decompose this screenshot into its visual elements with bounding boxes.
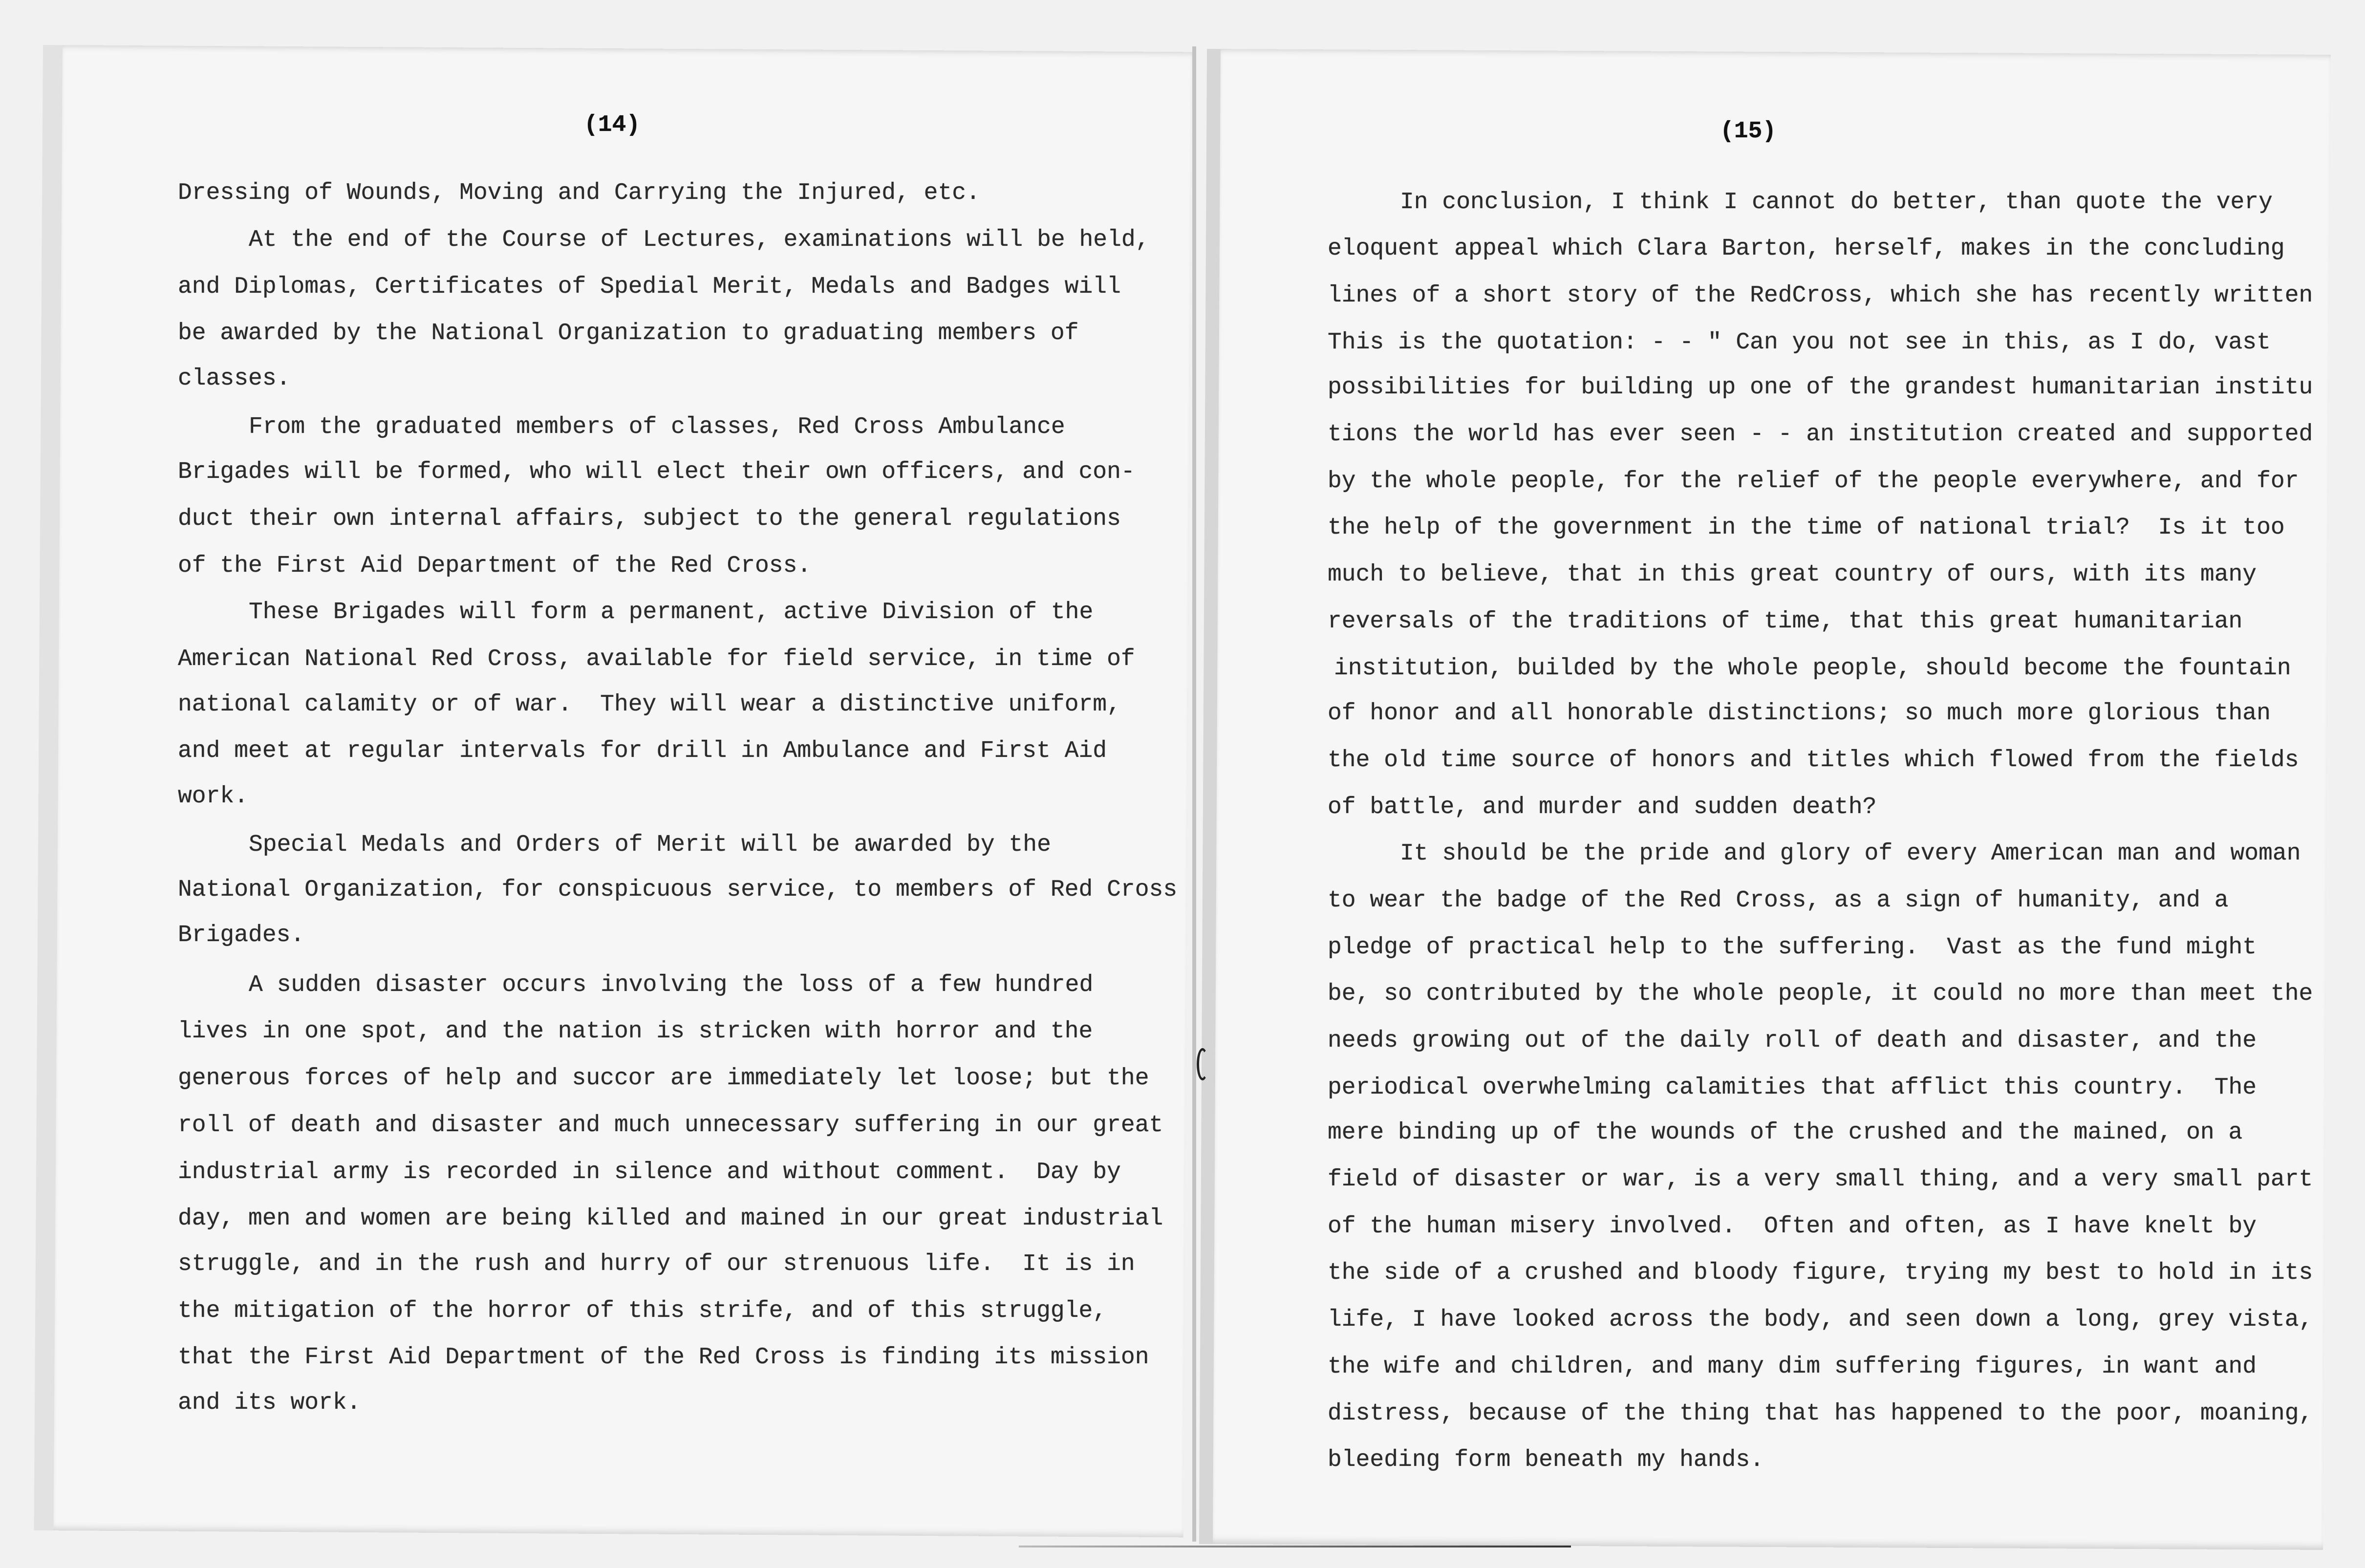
text-line: bleeding form beneath my hands.: [1328, 1447, 1764, 1473]
text-line: needs growing out of the daily roll of death and disaster, and the: [1328, 1028, 2257, 1054]
text-line: life, I have looked across the body, and seen down a long, grey vista,: [1328, 1307, 2313, 1333]
text-line: of the human misery involved. Often and often, as I have knelt by: [1328, 1213, 2257, 1240]
text-line: much to believe, that in this great country of ours, with its many: [1328, 561, 2257, 588]
text-line: of the First Aid Department of the Red Cross.: [178, 553, 812, 579]
text-line: Brigades.: [178, 922, 305, 948]
text-line: periodical overwhelming calamities that afflict this country. The: [1328, 1074, 2257, 1101]
text-line: pledge of practical help to the suffering. Vast as the fund might: [1328, 934, 2257, 961]
text-line: reversals of the traditions of time, that this great humanitarian: [1328, 608, 2243, 635]
text-line: by the whole people, for the relief of the people everywhere, and for: [1328, 468, 2299, 494]
text-line: the side of a crushed and bloody figure, trying my best to hold in its: [1328, 1260, 2313, 1286]
text-line: In conclusion, I think I cannot do better, than quote the very: [1400, 189, 2273, 215]
text-line: the wife and children, and many dim suffering figures, in want and: [1328, 1353, 2257, 1380]
text-line: and meet at regular intervals for drill in Ambulance and First Aid: [178, 738, 1107, 764]
page-gutter: [1192, 46, 1196, 1542]
text-line: This is the quotation: - - " Can you not see in this, as I do, vast: [1328, 329, 2271, 356]
text-line: and its work.: [178, 1390, 361, 1416]
text-line: duct their own internal affairs, subject to the general regulations: [178, 506, 1121, 532]
text-line: mere binding up of the wounds of the crushed and the mained, on a: [1328, 1119, 2243, 1146]
text-line: National Organization, for conspicuous service, to members of Red Cross: [178, 877, 1178, 903]
text-line: struggle, and in the rush and hurry of our strenuous life. It is in: [178, 1251, 1135, 1277]
text-line: that the First Aid Department of the Red Cross is finding its mission: [178, 1344, 1149, 1371]
text-line: lines of a short story of the RedCross, which she has recently written: [1328, 282, 2313, 309]
text-line: tions the world has ever seen - - an institution created and supported: [1328, 421, 2313, 448]
text-line: classes.: [178, 365, 291, 392]
text-line: Dressing of Wounds, Moving and Carrying the Injured, etc.: [178, 180, 980, 206]
text-line: generous forces of help and succor are immediately let loose; but the: [178, 1065, 1149, 1092]
text-line: be awarded by the National Organization to graduating members of: [178, 320, 1079, 346]
text-line: national calamity or of war. They will wear a distinctive uniform,: [178, 691, 1121, 718]
text-line: A sudden disaster occurs involving the loss of a few hundred: [249, 972, 1094, 998]
page-number-15: (15): [1720, 118, 1777, 145]
text-line: industrial army is recorded in silence and without comment. Day by: [178, 1159, 1121, 1185]
text-line: day, men and women are being killed and mained in our great industrial: [178, 1205, 1163, 1232]
text-line: possibilities for building up one of the grandest humanitarian institu: [1328, 374, 2313, 401]
text-line: field of disaster or war, is a very small thing, and a very small part: [1328, 1166, 2313, 1193]
text-line: to wear the badge of the Red Cross, as a sign of humanity, and a: [1328, 887, 2229, 914]
text-line: From the graduated members of classes, Red Cross Ambulance: [249, 414, 1065, 440]
scan-edge-mark: [1019, 1546, 1571, 1547]
text-line: eloquent appeal which Clara Barton, herself, makes in the concluding: [1328, 236, 2285, 262]
text-line: At the end of the Course of Lectures, examinations will be held,: [249, 227, 1150, 253]
text-line: distress, because of the thing that has happened to the poor, moaning,: [1328, 1400, 2313, 1427]
text-line: American National Red Cross, available for field service, in time of: [178, 646, 1135, 672]
text-line: lives in one spot, and the nation is stricken with horror and the: [178, 1018, 1093, 1045]
text-line: the old time source of honors and titles which flowed from the fields: [1328, 747, 2299, 773]
text-line: of honor and all honorable distinctions; so much more glorious than: [1328, 700, 2271, 727]
text-line: roll of death and disaster and much unnecessary suffering in our great: [178, 1112, 1163, 1138]
text-line: institution, builded by the whole people, should become the fountain: [1334, 655, 2291, 682]
text-line: of battle, and murder and sudden death?: [1328, 794, 1877, 820]
text-line: the mitigation of the horror of this strife, and of this struggle,: [178, 1298, 1107, 1324]
text-line: work.: [178, 783, 249, 810]
text-line: and Diplomas, Certificates of Spedial Merit, Medals and Badges will: [178, 274, 1121, 300]
text-line: Special Medals and Orders of Merit will be awarded by the: [249, 832, 1051, 858]
text-line: These Brigades will form a permanent, active Division of the: [249, 599, 1094, 625]
text-line: the help of the government in the time of national trial? Is it too: [1328, 515, 2285, 541]
page-number-14: (14): [584, 112, 641, 138]
text-line: Brigades will be formed, who will elect their own officers, and con-: [178, 459, 1135, 485]
binder-ring-mark: [1197, 1048, 1208, 1080]
text-line: It should be the pride and glory of every American man and woman: [1400, 840, 2301, 867]
text-line: be, so contributed by the whole people, it could no more than meet the: [1328, 981, 2313, 1007]
